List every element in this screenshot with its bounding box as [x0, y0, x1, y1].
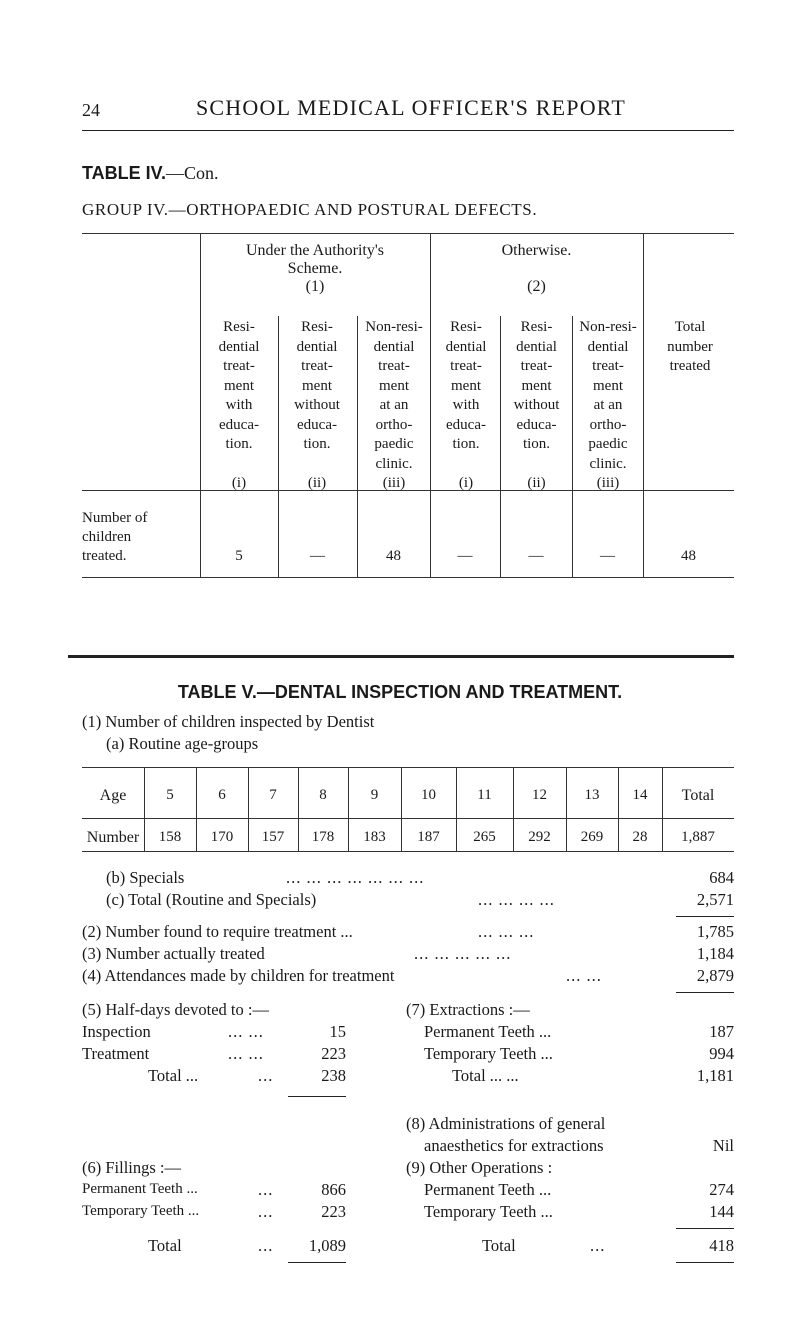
halfdays-heading: (5) Half-days devoted to :—: [82, 1000, 269, 1019]
extractions-row-value: 994: [709, 1044, 734, 1063]
row-value: —: [528, 548, 544, 564]
fillings-total-dots: ...: [258, 1236, 274, 1255]
age-cell: 8: [319, 787, 327, 803]
fillings-row-dots: ...: [258, 1180, 274, 1199]
specials-label: (b) Specials: [106, 868, 185, 887]
item4-label: (4) Attendances made by children for treatment: [82, 966, 395, 985]
col-head-line: treat-: [378, 358, 410, 374]
other-ops-rule: [676, 1228, 734, 1229]
halfdays-row-dots: ... ...: [228, 1044, 264, 1063]
col-head-line: tion.: [225, 436, 253, 452]
extractions-row-label: Total ... ...: [452, 1066, 519, 1085]
item2-dots: ... ... ...: [478, 922, 535, 941]
total-value: 2,571: [696, 890, 734, 909]
section2-head-line: (2): [527, 278, 546, 295]
table4-title-bold: TABLE IV.: [82, 163, 167, 183]
halfdays-row-value: 223: [321, 1044, 346, 1063]
halfdays-row-value: 15: [329, 1022, 346, 1041]
age-cell: 10: [421, 787, 436, 803]
number-cell: 157: [261, 829, 285, 845]
col-head-line: educa-: [297, 416, 337, 433]
running-head: SCHOOL MEDICAL OFFICER'S REPORT: [196, 95, 626, 120]
col-head-numeral: (ii): [307, 475, 327, 491]
number-label: Number: [86, 829, 140, 846]
col-head-line: educa-: [219, 416, 259, 433]
specials-dots: ... ... ... ... ... ... ...: [286, 868, 425, 887]
halfdays-row-label: Inspection: [82, 1022, 151, 1041]
halfdays-row-dots: ...: [258, 1066, 274, 1085]
age-cell: 13: [584, 787, 600, 803]
number-cell: 178: [311, 829, 335, 845]
total-dots: ... ... ... ...: [478, 890, 555, 909]
extractions-row-label: Temporary Teeth ...: [424, 1044, 553, 1063]
col-head-line: ortho-: [589, 416, 627, 433]
col-head-line: clinic.: [375, 455, 413, 472]
item3-dots: ... ... ... ... ...: [414, 944, 512, 963]
col-head-line: ment: [302, 377, 332, 394]
col-head-line: dential: [445, 338, 487, 355]
col-head-line: Resi-: [301, 319, 333, 335]
col-head-line: with: [225, 397, 253, 413]
item4-value: 2,879: [696, 966, 734, 985]
halfdays-row-value: 238: [321, 1066, 346, 1085]
col-head-line: Non-resi-: [365, 319, 423, 335]
age-cell: 7: [269, 787, 277, 803]
col-head-line: clinic.: [589, 455, 627, 472]
col-head-line: Total: [674, 319, 706, 335]
total-underline: [676, 916, 734, 917]
number-cell: 269: [580, 829, 604, 845]
halfdays-row-dots: ... ...: [228, 1022, 264, 1041]
col-head-line: ment: [593, 377, 623, 394]
age-cell: 14: [632, 787, 648, 803]
col-head-numeral: (i): [231, 475, 247, 491]
table5-title: TABLE V.—DENTAL INSPECTION AND TREATMENT.: [177, 682, 623, 702]
fillings-total-label: Total: [148, 1236, 182, 1255]
col-head-line: ment: [451, 377, 481, 394]
age-cell: 6: [218, 787, 226, 803]
number-cell: 28: [632, 829, 648, 845]
fillings-underline: [288, 1262, 346, 1263]
number-cell: 170: [210, 829, 234, 845]
extractions-row-label: Permanent Teeth ...: [424, 1022, 552, 1041]
anaesthetics-value: Nil: [712, 1136, 734, 1155]
col-head-line: dential: [373, 338, 415, 355]
item2-value: 1,785: [696, 922, 734, 941]
fillings-row-value: 223: [321, 1202, 346, 1221]
col-head-line: paedic: [374, 436, 414, 452]
col-head-line: at an: [593, 397, 623, 413]
col-head-line: educa-: [516, 416, 557, 433]
row-label-line: children: [82, 529, 132, 545]
other-ops-row-value: 274: [709, 1180, 734, 1199]
col-head-line: treat-: [450, 358, 482, 374]
specials-value: 684: [709, 868, 734, 887]
item4-dots: ... ...: [566, 966, 602, 985]
number-cell: 158: [158, 829, 182, 845]
col-head-line: without: [294, 397, 340, 413]
fillings-row-value: 866: [321, 1180, 346, 1199]
page-number: 24: [82, 100, 100, 120]
extractions-row-value: 1,181: [696, 1066, 734, 1085]
age-table-mid-rule: [82, 818, 734, 819]
row-value: 48: [681, 548, 696, 564]
other-ops-row-value: 144: [709, 1202, 734, 1221]
other-ops-underline: [676, 1262, 734, 1263]
col-head-line: paedic: [588, 436, 628, 452]
row-value: —: [600, 548, 615, 564]
age-cell: 12: [532, 787, 547, 803]
col-head-line: ment: [224, 377, 254, 394]
age-table-top-rule: [82, 767, 734, 768]
col-head-line: ortho-: [375, 416, 413, 433]
col-head-line: number: [667, 338, 713, 355]
col-head-numeral: (iii): [596, 475, 620, 491]
col-head-line: treat-: [223, 358, 255, 374]
col-head-line: Resi-: [450, 319, 482, 335]
col-head-line: without: [513, 397, 560, 413]
section1-head-line: Scheme.: [287, 260, 343, 277]
col-head-numeral: (iii): [382, 475, 406, 491]
halfdays-row-label: Treatment: [82, 1044, 150, 1063]
number-cell: 292: [528, 829, 551, 845]
group-title: GROUP IV.—ORTHOPAEDIC AND POSTURAL DEFECTS.: [82, 200, 538, 219]
col-head-line: dential: [516, 338, 557, 355]
col-head-line: tion.: [452, 436, 480, 452]
section1-head-line: (1): [305, 278, 325, 295]
col-head-line: treated: [669, 358, 711, 374]
col-head-line: ment: [379, 377, 409, 394]
halfdays-row-label: Total ...: [148, 1066, 199, 1085]
section1-head-line: Under the Authority's: [246, 242, 384, 259]
row-value: 48: [386, 548, 401, 564]
fillings-total-value: 1,089: [308, 1236, 346, 1255]
other-ops-total-value: 418: [709, 1236, 734, 1255]
item4-underline: [676, 992, 734, 993]
item3-value: 1,184: [696, 944, 734, 963]
item1-label: (1) Number of children inspected by Dentist: [82, 712, 375, 731]
row-label-line: Number of: [82, 510, 148, 526]
other-ops-row-label: Permanent Teeth ...: [424, 1180, 552, 1199]
other-ops-total-label: Total: [482, 1236, 516, 1255]
col-head-line: dential: [218, 338, 260, 355]
row-value: —: [310, 548, 325, 564]
table4-title-rest: —Con.: [166, 163, 219, 183]
item3-label: (3) Number actually treated: [82, 944, 265, 963]
col-head-line: tion.: [303, 436, 331, 452]
extractions-heading: (7) Extractions :—: [406, 1000, 530, 1019]
halfdays-underline: [288, 1096, 346, 1097]
fillings-row-label: Permanent Teeth ...: [82, 1181, 198, 1197]
row-label-line: treated.: [82, 548, 127, 564]
col-head-numeral: (i): [458, 475, 474, 491]
age-table-bottom-rule: [82, 851, 734, 852]
age-cell: 9: [370, 787, 379, 803]
fillings-heading: (6) Fillings :—: [82, 1158, 182, 1177]
section2-head-line: Otherwise.: [501, 242, 572, 259]
col-head-line: treat-: [301, 358, 333, 374]
col-head-line: Resi-: [520, 319, 553, 335]
number-cell: 187: [417, 829, 440, 845]
col-head-line: tion.: [522, 436, 551, 452]
row-value: —: [457, 548, 473, 564]
col-head-line: treat-: [520, 358, 553, 374]
col-head-line: ment: [521, 377, 552, 394]
other-ops-total-dots: ...: [590, 1236, 606, 1255]
row-value: 5: [235, 548, 243, 564]
other-ops-heading: (9) Other Operations :: [406, 1158, 553, 1177]
other-ops-row-label: Temporary Teeth ...: [424, 1202, 553, 1221]
age-label: Age: [99, 787, 127, 804]
number-cell: 1,887: [681, 829, 715, 845]
item1a-label: (a) Routine age-groups: [106, 734, 259, 753]
number-cell: 183: [363, 829, 386, 845]
col-head-line: treat-: [592, 358, 624, 374]
col-head-line: educa-: [446, 416, 486, 433]
col-head-line: at an: [379, 397, 409, 413]
number-cell: 265: [473, 829, 496, 845]
fillings-row-dots: ...: [258, 1202, 274, 1221]
fillings-row-label: Temporary Teeth ...: [82, 1203, 200, 1219]
col-head-line: with: [452, 397, 480, 413]
col-head-line: dential: [296, 338, 338, 355]
col-head-line: Resi-: [223, 319, 255, 335]
col-head-line: dential: [587, 338, 629, 355]
anaesthetics-line: (8) Administrations of general: [406, 1114, 606, 1133]
col-head-numeral: (ii): [527, 475, 546, 491]
extractions-row-value: 187: [709, 1022, 734, 1041]
total-label: (c) Total (Routine and Specials): [106, 890, 317, 909]
age-cell: 5: [166, 787, 174, 803]
item2-label: (2) Number found to require treatment ...: [82, 922, 353, 941]
col-head-line: Non-resi-: [579, 319, 637, 335]
anaesthetics-line: anaesthetics for extractions: [424, 1136, 604, 1155]
age-cell: 11: [477, 787, 492, 803]
age-cell: Total: [681, 787, 715, 804]
